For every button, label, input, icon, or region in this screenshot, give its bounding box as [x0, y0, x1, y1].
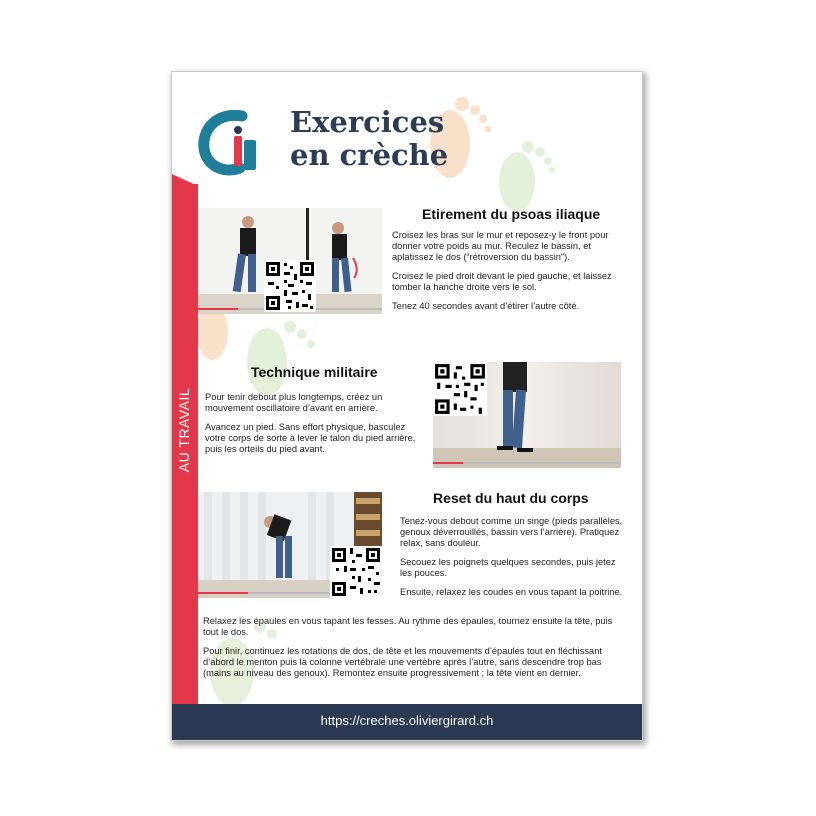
psoas-qr-code[interactable]	[264, 260, 316, 312]
psoas-paragraph: Croisez les bras sur le mur et reposez-y le front pour donner votre poids au mur. Reculez le bassin, et aplatissez le dos (“rétroversion du bassin”).	[392, 230, 609, 262]
military-heading: Technique militaire	[251, 364, 378, 380]
title-line-1: Exercices	[290, 105, 445, 139]
upper-body-qr-code[interactable]	[330, 546, 382, 598]
footer-bar	[172, 704, 642, 740]
sidebar-notch	[172, 174, 198, 186]
military-paragraph: Avancez un pied. Sans effort physique, basculez votre corps de sorte à lever le talon du pied arrière, puis les orteils du pied avant.	[205, 422, 416, 454]
upper-body-paragraph: Secouez les poignets quelques secondes, puis jetez les pouces.	[400, 557, 616, 578]
military-paragraph: Pour tenir debout plus longtemps, créez un mouvement oscillatoire d’avant en arrière.	[205, 392, 383, 413]
logo-icon	[198, 110, 260, 176]
upper-body-full-paragraph: Pour finir, continuez les rotations de dos, de tête et les mouvements d’épaules tout en fléchissant d’abord le menton puis la colonne vertébrale une vertèbre après l’autre, sans descendre trop bas (mains au niveau des genoux). Remontez ensuite progressivement ; la tête vient en dernier.	[203, 646, 602, 678]
upper-body-text	[400, 516, 626, 606]
upper-body-full-paragraph: Relaxez les épaules en vous tapant les fesses. Au rythme des épaules, tournez ensuite la tête, puis tout le dos.	[203, 616, 613, 637]
website-link[interactable]: https://creches.oliviergirard.ch	[320, 713, 494, 728]
psoas-paragraph: Croisez le pied droit devant le pied gauche, et laissez tomber la hanche droite vers le sol.	[392, 271, 612, 292]
upper-body-paragraph: Tenez-vous debout comme un singe (pieds parallèles, genoux déverrouillés, bassin vers l’arrière). Pratiquez relax, sans douleur.	[400, 516, 623, 548]
psoas-paragraph: Tenez 40 secondes avant d’étirer l’autre côté.	[392, 301, 580, 311]
military-qr-code[interactable]	[433, 362, 487, 416]
psoas-heading: Etirement du psoas iliaque	[422, 206, 601, 222]
upper-body-full-text	[203, 616, 627, 687]
page-title	[290, 106, 448, 172]
psoas-text	[392, 230, 628, 320]
military-text	[205, 392, 425, 463]
title-line-2: en crèche	[290, 138, 449, 172]
flyer-page	[172, 72, 642, 740]
upper-body-heading: Reset du haut du corps	[433, 490, 589, 506]
sidebar-label: AU TRAVAIL	[176, 387, 192, 473]
upper-body-paragraph: Ensuite, relaxez les coudes en vous tapant la poitrine.	[400, 587, 623, 597]
